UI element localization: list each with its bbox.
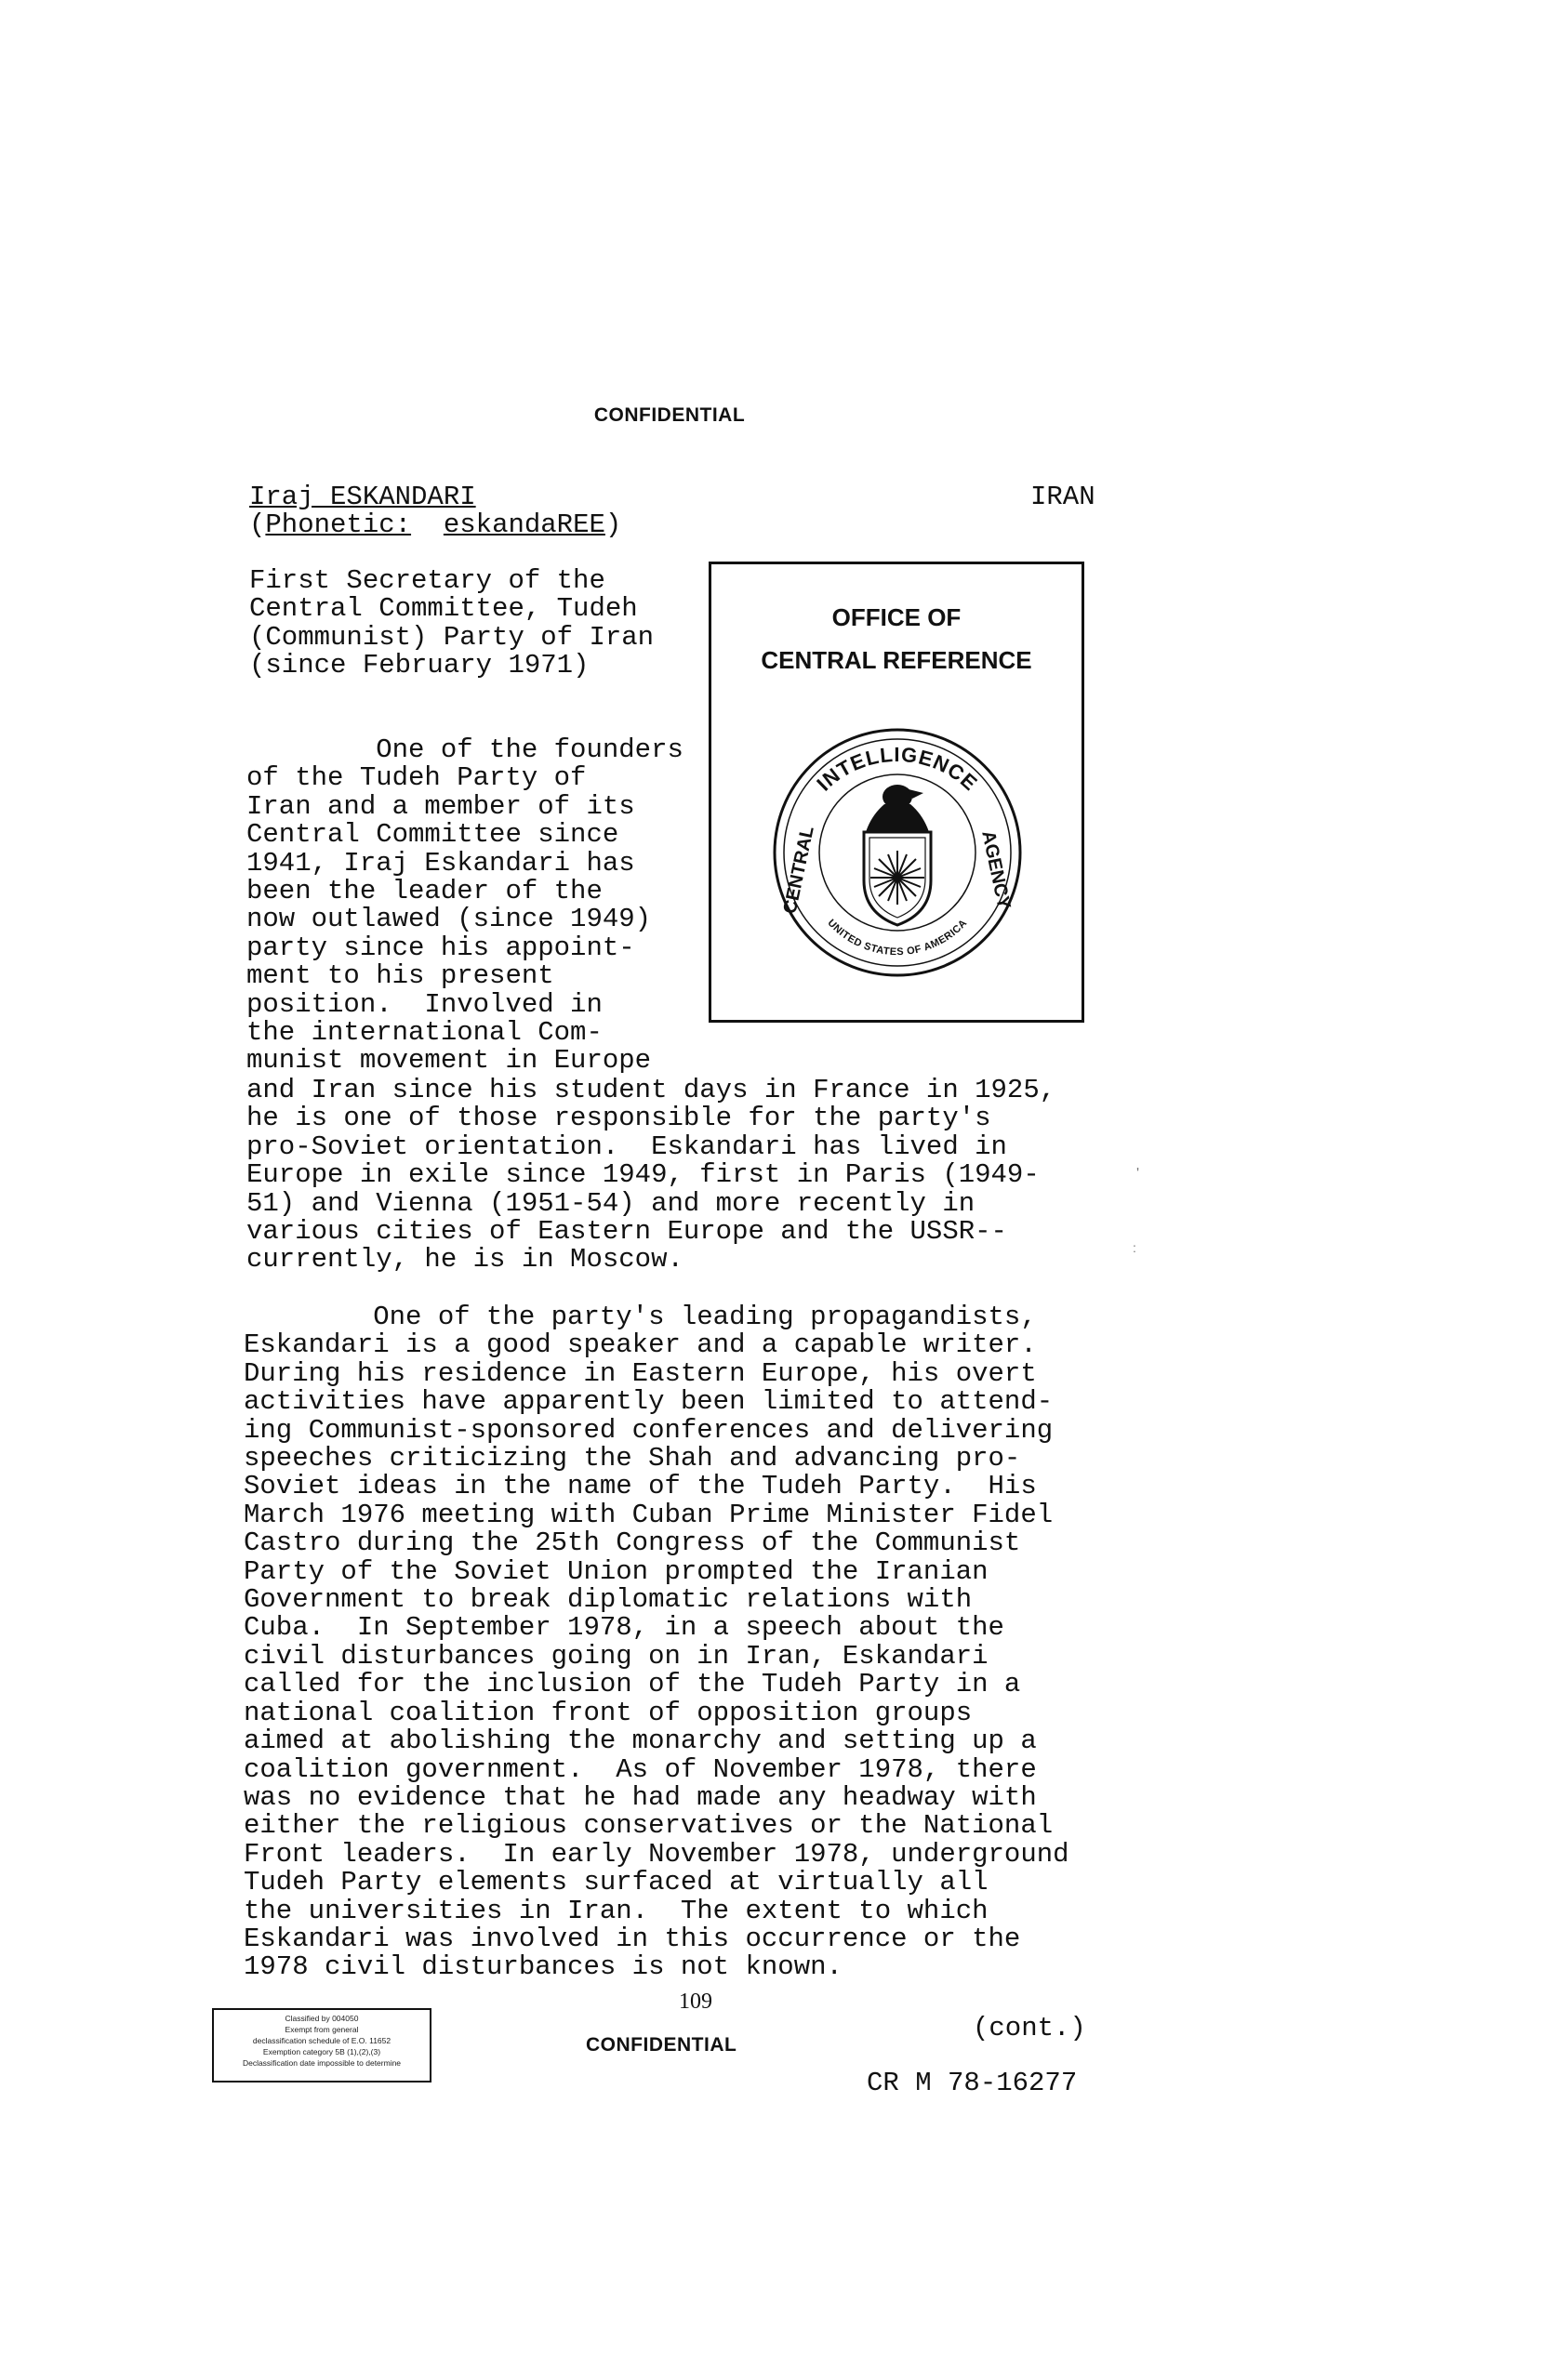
country-label: IRAN bbox=[1030, 482, 1095, 512]
office-of-central-reference-stamp bbox=[709, 562, 1084, 1023]
body-paragraph-1-narrow: One of the founders of the Tudeh Party of Iran and a member of its Central Committee since 1941, Iraj Eskandari has been the leader of the now outlawed (since 1949) party since his appoint- ment to his present position. Involved in the international Com- munist movement in Europe bbox=[246, 734, 683, 1077]
seal-right-text: AGENCY bbox=[977, 828, 1015, 911]
classification-footer: CONFIDENTIAL bbox=[586, 2034, 737, 2056]
seal-left-text: CENTRAL bbox=[779, 824, 818, 916]
phonetic-open-paren: ( bbox=[249, 509, 266, 540]
phonetic-close-paren: ) bbox=[604, 509, 622, 540]
seal-top-text: INTELLIGENCE bbox=[812, 742, 983, 796]
scan-speck: ' bbox=[1136, 1166, 1140, 1182]
classification-stamp-line: Declassification date impossible to determine bbox=[242, 2058, 402, 2068]
phonetic-spacer bbox=[411, 509, 444, 540]
classification-stamp-line: declassification schedule of E.O. 11652 bbox=[252, 2036, 392, 2045]
cia-seal-icon bbox=[767, 722, 1028, 978]
phonetic-label: Phonetic: bbox=[265, 509, 412, 540]
classification-stamp-line: Classified by 004050 bbox=[285, 2014, 359, 2023]
classification-header: CONFIDENTIAL bbox=[593, 404, 746, 426]
subject-name: Iraj ESKANDARI bbox=[249, 482, 476, 512]
continued-marker: (cont.) bbox=[973, 2013, 1086, 2043]
document-number: CR M 78-16277 bbox=[867, 2068, 1078, 2098]
stamp-line-central-reference: CENTRAL REFERENCE bbox=[761, 646, 1032, 674]
stamp-line-office: OFFICE OF bbox=[831, 603, 962, 631]
subject-phonetic bbox=[249, 511, 621, 539]
seal-bottom-text: UNITED STATES OF AMERICA bbox=[825, 917, 970, 959]
scan-speck: : bbox=[1133, 1240, 1136, 1255]
body-paragraph-1-continued: and Iran since his student days in France in 1925, he is one of those responsible for the party's pro-Soviet orientation. Eskandari has lived in Europe in exile since 1949, first in Paris (1949- 51) and Vienna (1951-54) and more recently in various cities of Eastern Europe and the USSR-- currently, he is in Moscow. bbox=[246, 1075, 1056, 1276]
classification-stamp-line: Exempt from general bbox=[285, 2025, 359, 2034]
eagle-icon bbox=[866, 785, 929, 832]
subject-title-block: First Secretary of the Central Committee, Tudeh (Communist) Party of Iran (since February 1971) bbox=[249, 565, 655, 681]
body-paragraph-2: One of the party's leading propagandists, Eskandari is a good speaker and a capable writer. During his residence in Eastern Europe, his overt activities have apparently been limited to attend- ing Communist-sponsored conferences and delivering speeches criticizing the Shah and advancing pro- Soviet ideas in the name of the Tudeh Party. His March 1976 meeting with Cuban Prime Minister Fidel Castro during the 25th Congress of the Communist Party of the Soviet Union prompted the Iranian Government to break diplomatic relations with Cuba. In September 1978, in a speech about the civil disturbances going on in Iran, Eskandari called for the inclusion of the Tudeh Party in a national coalition front of opposition groups aimed at abolishing the monarchy and setting up a coalition government. As of November 1978, there was no evidence that he had made any headway with either the religious conservatives or the National Front leaders. In early November 1978, underground Tudeh Party elements surfaced at virtually all the universities in Iran. The extent to which Eskandari was involved in this occurrence or the 1978 civil disturbances is not known. bbox=[244, 1302, 1069, 1983]
page-number: 109 bbox=[679, 1990, 712, 2014]
classification-stamp-line: Exemption category 5B (1),(2),(3) bbox=[262, 2047, 381, 2056]
phonetic-value: eskandaREE bbox=[443, 509, 605, 540]
classification-stamp bbox=[212, 2008, 431, 2082]
svg-text:UNITED STATES OF AMERICA bbox=[825, 918, 969, 958]
